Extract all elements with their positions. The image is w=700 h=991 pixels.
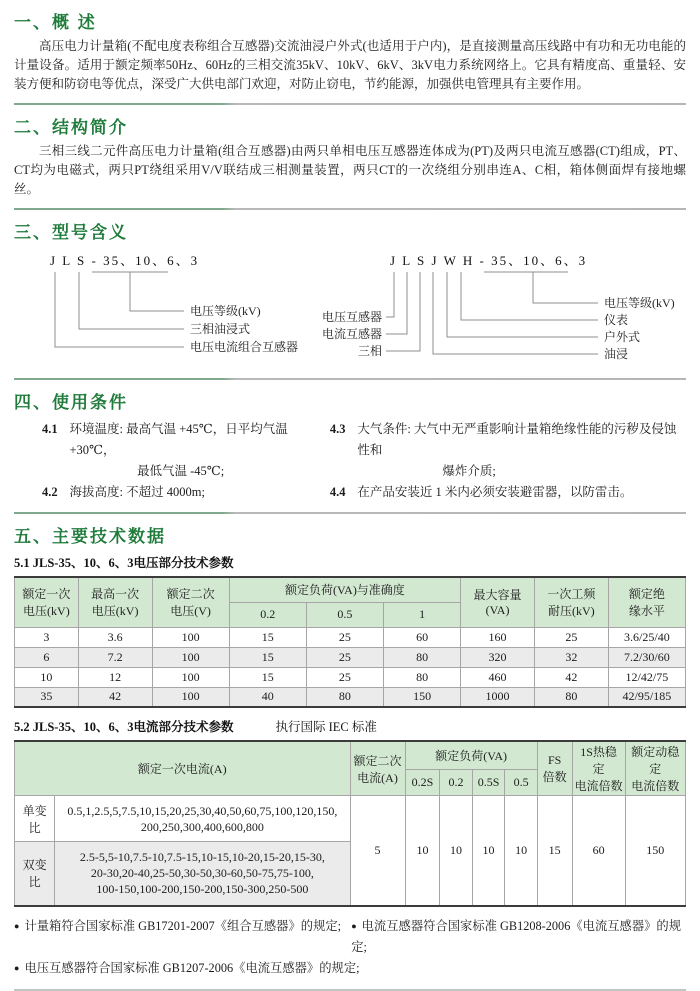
connector-line xyxy=(386,272,420,351)
label-combined-transformer: 电压电流组合互感器 xyxy=(190,340,299,354)
section4-heading: 四、使用条件 xyxy=(14,393,128,412)
section1-paragraph: 高压电力计量箱(不配电度表称组合互感器)交流油浸户外式(也适用于户内)，是直接测量高压线路中有功和无功电能的计量设备。适用于额定频率50Hz、60Hz的三相交流35kV、10kV、6kV、3kV电力系统网络上。它具有精度高、重量轻、安装方便和防窃电等优点，深受广大供电部门欢迎，对防止窃电，节约能源，加强供电管理具有主要作用。 xyxy=(14,39,686,91)
label-three-phase: 三相 xyxy=(357,344,382,358)
section5-heading: 五、主要技术数据 xyxy=(14,527,166,546)
table1-header-max-capacity: 最大容量 (VA) xyxy=(461,577,535,627)
table1-header-insulation-level: 额定绝 缘水平 xyxy=(608,577,685,627)
label-oil-immersed: 油浸 xyxy=(604,347,629,361)
voltage-parameters-table xyxy=(14,576,686,708)
connector-line xyxy=(461,272,598,320)
table2-subheader-0.2S: 0.2S xyxy=(405,770,440,796)
table1-subheader-0.5: 0.5 xyxy=(306,602,383,627)
label-meter: 仪表 xyxy=(604,313,629,327)
note-item: ● 电流互感器符合国家标准 GB1208-2006《电流互感器》的规定; xyxy=(351,918,682,954)
bullet-icon: ● xyxy=(14,920,20,931)
condition-text: 环境温度: 最高气温 +45℃，日平均气温 +30℃， xyxy=(69,422,288,457)
table-row: 3 3.6 100 15 25 60 160 25 3.6/25/40 xyxy=(15,627,686,647)
table1-header-withstand-voltage: 一次工频 耐压(kV) xyxy=(534,577,608,627)
label-voltage-transformer: 电压互感器 xyxy=(321,310,382,324)
table2-header-dynamic-stability: 额定动稳定 电流倍数 xyxy=(625,741,685,796)
model-code-jlsjwh: J L S J W H - 35、10、6、3 xyxy=(390,253,588,268)
model-meaning-diagram xyxy=(0,247,700,365)
connector-line xyxy=(386,272,407,334)
section-divider xyxy=(14,378,686,380)
condition-number: 4.1 xyxy=(42,422,58,436)
section1-heading: 一、概 述 xyxy=(14,13,97,32)
table2-subheader-0.2: 0.2 xyxy=(440,770,472,796)
condition-item xyxy=(42,482,330,503)
table2-caption-text: 5.2 JLS-35、10、6、3电流部分技术参数 xyxy=(14,720,234,734)
usage-conditions xyxy=(14,419,686,503)
page-bottom-divider xyxy=(14,989,686,991)
condition-continuation: 最低气温 -45℃; xyxy=(137,464,225,478)
connector-line xyxy=(130,272,184,311)
single-ratio-values: 0.5,1,2.5,5,7.5,10,15,20,25,30,40,50,60,75,100,120,150, 200,250,300,400,600,800 xyxy=(55,796,350,842)
condition-item xyxy=(330,419,686,461)
table-row: 35 42 100 40 80 150 1000 80 42/95/185 xyxy=(15,687,686,707)
table1-header-load-accuracy-group: 额定负荷(VA)与准确度 xyxy=(229,577,460,602)
label-three-phase-oil: 三相油浸式 xyxy=(190,322,251,336)
table1-subheader-1: 1 xyxy=(384,602,461,627)
label-voltage-class-right: 电压等级(kV) xyxy=(604,296,675,310)
table2-header-thermal-stability: 1S热稳定 电流倍数 xyxy=(572,741,625,796)
condition-number: 4.3 xyxy=(329,422,346,436)
condition-item xyxy=(330,482,686,503)
label-outdoor: 户外式 xyxy=(604,330,641,344)
conditions-left-column xyxy=(14,419,330,503)
label-current-transformer: 电流互感器 xyxy=(321,327,382,341)
condition-number: 4.4 xyxy=(329,485,346,499)
section-divider xyxy=(14,103,686,105)
section-divider xyxy=(14,208,686,210)
label-voltage-class-left: 电压等级(kV) xyxy=(190,304,261,318)
current-parameters-table xyxy=(14,740,686,907)
note-item: ● 电压互感器符合国家标准 GB1207-2006《电流互感器》的规定; xyxy=(14,960,360,975)
connector-line xyxy=(79,272,184,329)
section3-heading: 三、型号含义 xyxy=(14,223,128,242)
table1-header-secondary-voltage: 额定二次 电压(V) xyxy=(152,577,229,627)
connector-line xyxy=(386,272,394,317)
table2-header-primary-current: 额定一次电流(A) xyxy=(15,741,351,796)
condition-text: 海拔高度: 不超过 4000m; xyxy=(69,485,205,499)
table-row: 10 12 100 15 25 80 460 42 12/42/75 xyxy=(15,667,686,687)
connector-line xyxy=(447,272,598,337)
table1-caption: 5.1 JLS-35、10、6、3电压部分技术参数 xyxy=(14,556,234,570)
table2-header-fs-factor: FS 倍数 xyxy=(537,741,572,796)
table2-caption xyxy=(14,717,686,735)
connector-line xyxy=(533,272,598,303)
condition-continuation: 爆炸介质; xyxy=(442,464,496,478)
table2-subheader-0.5: 0.5 xyxy=(505,770,537,796)
condition-number: 4.2 xyxy=(42,485,58,499)
conditions-right-column xyxy=(330,419,686,503)
table1-header-max-voltage: 最高一次 电压(kV) xyxy=(78,577,152,627)
double-ratio-values: 2.5-5,5-10,7.5-10,7.5-15,10-15,10-20,15-20,15-30, 20-30,20-40,25-50,30-50,30-60,50-75,75-100, 100-150,100-200,150-200,150-300,250-500 xyxy=(55,842,350,906)
standards-notes xyxy=(0,916,700,979)
section2-paragraph: 三相三线二元件高压电力计量箱(组合互感器)由两只单相电压互感器连体成为(PT)及两只电流互感器(CT)组成，PT、CT均为电磁式，两只PT绕组采用V/V联结成三相测量装置，两只CT的一次绕组分别串连A、C相，箱体侧面焊有接地螺丝。 xyxy=(14,144,686,196)
row-label-double-ratio: 双变比 xyxy=(15,842,55,906)
connector-line xyxy=(55,272,184,347)
table1-subheader-0.2: 0.2 xyxy=(229,602,306,627)
model-code-jls: J L S - 35、10、6、3 xyxy=(50,253,200,268)
table-row-single-ratio: 单变比 0.5,1,2.5,5,7.5,10,15,20,25,30,40,50,60,75,100,120,150, 200,250,300,400,600,800 5 10 10 10 10 15 60 150 xyxy=(15,796,686,842)
table-row: 6 7.2 100 15 25 80 320 32 7.2/30/60 xyxy=(15,647,686,667)
table2-subheader-0.5S: 0.5S xyxy=(472,770,505,796)
section-divider xyxy=(14,512,686,514)
condition-text: 大气条件: 大气中无严重影响计量箱绝缘性能的污秽及侵蚀性和 xyxy=(357,422,677,457)
note-item: ● 计量箱符合国家标准 GB17201-2007《组合互感器》的规定; xyxy=(14,918,342,933)
condition-text: 在产品安装近 1 米内必须安装避雷器，以防雷击。 xyxy=(357,485,633,499)
table2-header-load-group: 额定负荷(VA) xyxy=(405,741,537,770)
table2-header-secondary-current: 额定二次 电流(A) xyxy=(350,741,405,796)
iec-standard-note: 执行国际 IEC 标准 xyxy=(275,720,377,734)
condition-item xyxy=(42,419,330,461)
section2-heading: 二、结构简介 xyxy=(14,118,128,137)
connector-line xyxy=(433,272,598,354)
bullet-icon: ● xyxy=(351,920,357,931)
bullet-icon: ● xyxy=(14,962,20,973)
row-label-single-ratio: 单变比 xyxy=(15,796,55,842)
table1-header-primary-voltage: 额定一次 电压(kV) xyxy=(15,577,79,627)
